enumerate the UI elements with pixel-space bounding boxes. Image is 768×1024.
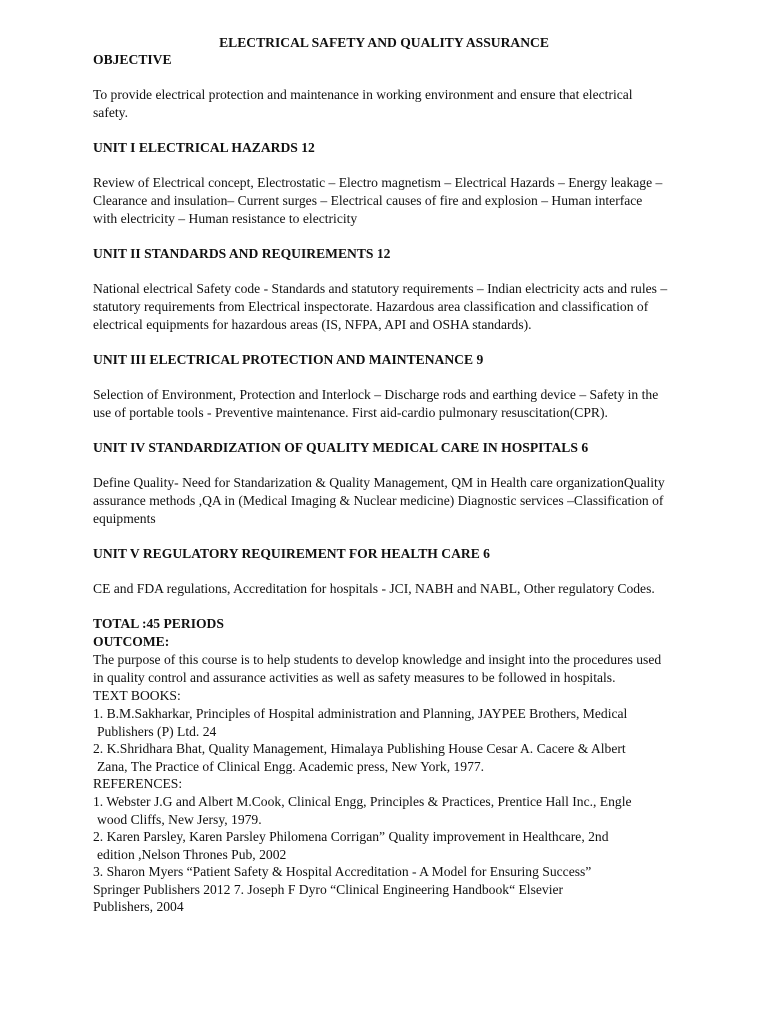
objective-heading: OBJECTIVE bbox=[93, 52, 172, 67]
outcome-heading: OUTCOME: bbox=[93, 634, 170, 649]
outcome-body: The purpose of this course is to help students to develop knowledge and insight into the procedures used in quality control and assurance activities as well as safety measures to be followed in hospitals. bbox=[93, 652, 662, 685]
reference-item: 1. Webster J.G and Albert M.Cook, Clinical Engg, Principles & Practices, Prentice Hall Inc., Engle wood Cliffs, New Jersy, 1979. bbox=[93, 794, 632, 827]
total-periods: TOTAL :45 PERIODS bbox=[93, 616, 224, 631]
unit-heading: UNIT I ELECTRICAL HAZARDS 12 bbox=[93, 140, 315, 155]
unit-text: Selection of Environment, Protection and Interlock – Discharge rods and earthing device – Safety in the use of portable tools - Preventive maintenance. First aid-cardio pulmonary resuscitation(CPR). bbox=[93, 387, 659, 420]
text-books-heading: TEXT BOOKS: bbox=[93, 688, 181, 703]
reference-item: 3. Sharon Myers “Patient Safety & Hospital Accreditation - A Model for Ensuring Success” Springer Publishers 2012 7. Joseph F Dyro “Clinical Engineering Handbook“ Elsevier Publishers, 2004 bbox=[93, 864, 592, 914]
unit-1 bbox=[93, 139, 668, 228]
unit-heading: UNIT III ELECTRICAL PROTECTION AND MAINTENANCE 9 bbox=[93, 352, 484, 367]
unit-heading: UNIT II STANDARDS AND REQUIREMENTS 12 bbox=[93, 246, 391, 261]
unit-text: National electrical Safety code - Standards and statutory requirements – Indian electricity acts and rules – statutory requirements from Electrical inspectorate. Hazardous area classification and classification of electrical equipments for hazardous areas (IS, NFPA, API and OSHA standards). bbox=[93, 281, 668, 332]
references-heading: REFERENCES: bbox=[93, 776, 183, 791]
unit-5 bbox=[93, 545, 668, 598]
objective-text: To provide electrical protection and maintenance in working environment and ensure that electrical safety. bbox=[93, 87, 633, 120]
unit-text: CE and FDA regulations, Accreditation for hospitals - JCI, NABH and NABL, Other regulatory Codes. bbox=[93, 581, 655, 596]
document-title: ELECTRICAL SAFETY AND QUALITY ASSURANCE bbox=[219, 35, 549, 50]
unit-2 bbox=[93, 245, 668, 334]
unit-4 bbox=[93, 439, 668, 528]
reference-item: 2. Karen Parsley, Karen Parsley Philomena Corrigan” Quality improvement in Healthcare, 2nd edition ,Nelson Thrones Pub, 2002 bbox=[93, 829, 609, 862]
text-book-item: 1. B.M.Sakharkar, Principles of Hospital administration and Planning, JAYPEE Brothers, Medical Publishers (P) Ltd. 24 bbox=[93, 706, 628, 739]
unit-text: Define Quality- Need for Standarization & Quality Management, QM in Health care organizationQuality assurance methods ,QA in (Medical Imaging & Nuclear medicine) Diagnostic services –Classification of equipments bbox=[93, 475, 665, 526]
unit-text: Review of Electrical concept, Electrostatic – Electro magnetism – Electrical Hazards – Energy leakage – Clearance and insulation– Current surges – Electrical causes of fire and explosion – Human interface with electricity – Human resistance to electricity bbox=[93, 175, 663, 226]
unit-heading: UNIT IV STANDARDIZATION OF QUALITY MEDICAL CARE IN HOSPITALS 6 bbox=[93, 440, 589, 455]
text-book-item: 2. K.Shridhara Bhat, Quality Management, Himalaya Publishing House Cesar A. Cacere & Albert Zana, The Practice of Clinical Engg. Academic press, New York, 1977. bbox=[93, 741, 626, 774]
outcome-text bbox=[93, 651, 668, 687]
unit-3 bbox=[93, 351, 668, 422]
unit-heading: UNIT V REGULATORY REQUIREMENT FOR HEALTH CARE 6 bbox=[93, 546, 490, 561]
document-body bbox=[93, 51, 668, 916]
